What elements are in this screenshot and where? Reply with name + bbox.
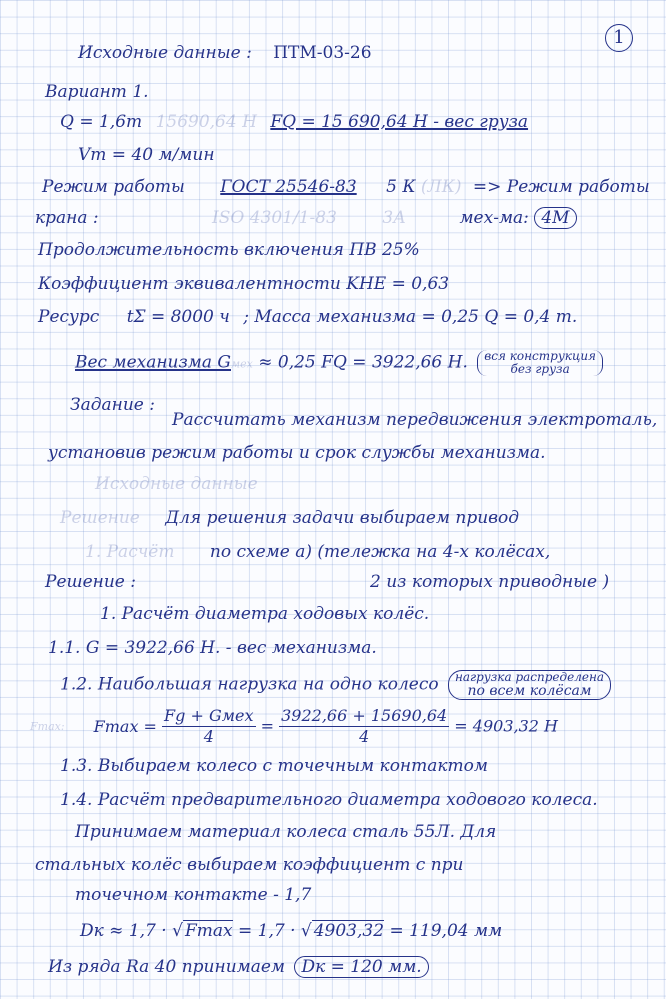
choose-text: Для решения задачи выбираем привод (165, 508, 520, 528)
mech-value: 4М (534, 207, 576, 229)
crane-label: крана : (35, 208, 99, 228)
dk-sqrt-2: 4903,32 (313, 921, 385, 941)
fmax-result: = 4903,32 Н (454, 716, 558, 736)
speed: Vт = 40 м/мин (78, 145, 215, 165)
mech-mass: ; Масса механизма = 0,25 Q = 0,4 т. (243, 307, 578, 327)
scheme-text-1: по схеме а) (тележка на 4-х колёсах, (209, 542, 551, 562)
weight-note-2: без груза (510, 362, 570, 376)
step-1-2-note (448, 670, 611, 700)
weight-value: ≈ 0,25 FQ = 3922,66 Н. (258, 352, 468, 373)
struck-word-2: Решение (60, 508, 140, 528)
crane-row (35, 208, 577, 228)
ra-value: Dк = 120 мм. (294, 956, 428, 978)
fmax-row: Fmax: Fmax = $\frac{\text{Fg + Gмех}}{4}$ = $\frac{3922,66 + 15690,64}{4}$ = 4903,32 Н (30, 706, 558, 746)
mode-label: Режим работы (42, 177, 185, 197)
material-1: Принимаем материал колеса сталь 55Л. Для (75, 822, 497, 842)
step-1-2-note-2: по всем колёсам (467, 683, 592, 699)
duty-cycle: Продолжительность включения ПВ 25% (38, 240, 420, 260)
scheme-row (85, 542, 550, 562)
step-1-1: 1.1. G = 3922,66 Н. - вес механизма. (48, 638, 377, 658)
weight-struck: мех (231, 357, 253, 371)
q-struck: 15690,64 Н (155, 112, 257, 132)
material-3: точечном контакте - 1,7 (75, 885, 312, 905)
fmax-lhs: Fmax = (93, 716, 157, 736)
scheme-text-2: 2 из которых приводные ) (370, 572, 610, 592)
mode-class-1: 5 К (386, 177, 416, 197)
mode-gost-1: ГОСТ 25546-83 (220, 177, 357, 197)
fmax-num-1: Fg + Gмех (164, 706, 254, 725)
step-1: 1. Расчёт диаметра ходовых колёс. (100, 604, 430, 624)
struck-word-3: 1. Расчёт (85, 542, 175, 562)
mode-gost-2-struck: ISO 4301/1-83 (212, 208, 337, 228)
ra-row (48, 957, 429, 977)
fmax-frac-1 (162, 706, 255, 747)
step-1-3: 1.3. Выбираем колесо с точечным контактом (60, 756, 488, 776)
equiv-coef: Коэффициент эквивалентности KHE = 0,63 (38, 274, 450, 294)
mode-row (42, 177, 650, 197)
dk-lhs: Dк ≈ 1,7 · (80, 921, 167, 941)
step-1-2-row (60, 670, 611, 700)
step-1-2: 1.2. Наибольшая нагрузка на одно колесо (60, 674, 439, 695)
page-number: 1 (605, 24, 633, 52)
task-line-1: Рассчитать механизм передвижения электроталь, (172, 410, 658, 430)
material-2: стальных колёс выбираем коэффициент с при (35, 855, 464, 875)
struck-line-1: Исходные данные (95, 474, 258, 494)
weight-row (75, 350, 603, 376)
mode-class-2-struck: 3А (382, 208, 407, 228)
resource-label: Ресурс (38, 307, 100, 327)
dk-row: Dк ≈ 1,7 · √ Fmax = 1,7 · √ 4903,32 = 119,04 мм (80, 921, 503, 941)
mode-class-1-struck: (ЛК) (420, 177, 462, 197)
variant: Вариант 1. (45, 82, 149, 102)
q-value: Q = 1,6т (60, 112, 143, 132)
dk-result: = 119,04 мм (389, 921, 503, 941)
fmax-num-2: 3922,66 + 15690,64 (281, 706, 448, 725)
dk-mid: = 1,7 · (237, 921, 296, 941)
q-row (60, 112, 528, 132)
fmax-struck: Fmax: (30, 720, 65, 733)
fq-weight: FQ = 15 690,64 Н - вес груза (270, 112, 529, 132)
title-code: ПТМ-03-26 (273, 43, 372, 63)
dk-sqrt-1: Fmax (184, 921, 233, 941)
fmax-den-2: 4 (359, 727, 370, 746)
mech-label: мех-ма: (459, 208, 529, 228)
weight-note-1: вся конструкция (484, 349, 596, 363)
mode-arrow: => Режим работы (472, 177, 650, 197)
resource-value: tΣ = 8000 ч (126, 307, 230, 327)
step-1-2-note-1: нагрузка распределена (455, 670, 605, 684)
fmax-frac-2 (279, 706, 449, 747)
task-label: Задание : (70, 395, 155, 415)
task-line-2: установив режим работы и срок службы механизма. (48, 443, 546, 463)
choose-row (60, 508, 519, 528)
ra-text: Из ряда Ra 40 принимаем (48, 957, 286, 977)
resource-row (38, 307, 577, 327)
fmax-den-1: 4 (203, 727, 214, 746)
weight-label: Вес механизма G (75, 352, 231, 373)
title-text: Исходные данные : (78, 43, 252, 63)
step-1-4: 1.4. Расчёт предварительного диаметра ходового колеса. (60, 790, 598, 810)
title-row (78, 43, 372, 63)
solution-label: Решение : (45, 572, 137, 592)
weight-note (477, 350, 603, 376)
